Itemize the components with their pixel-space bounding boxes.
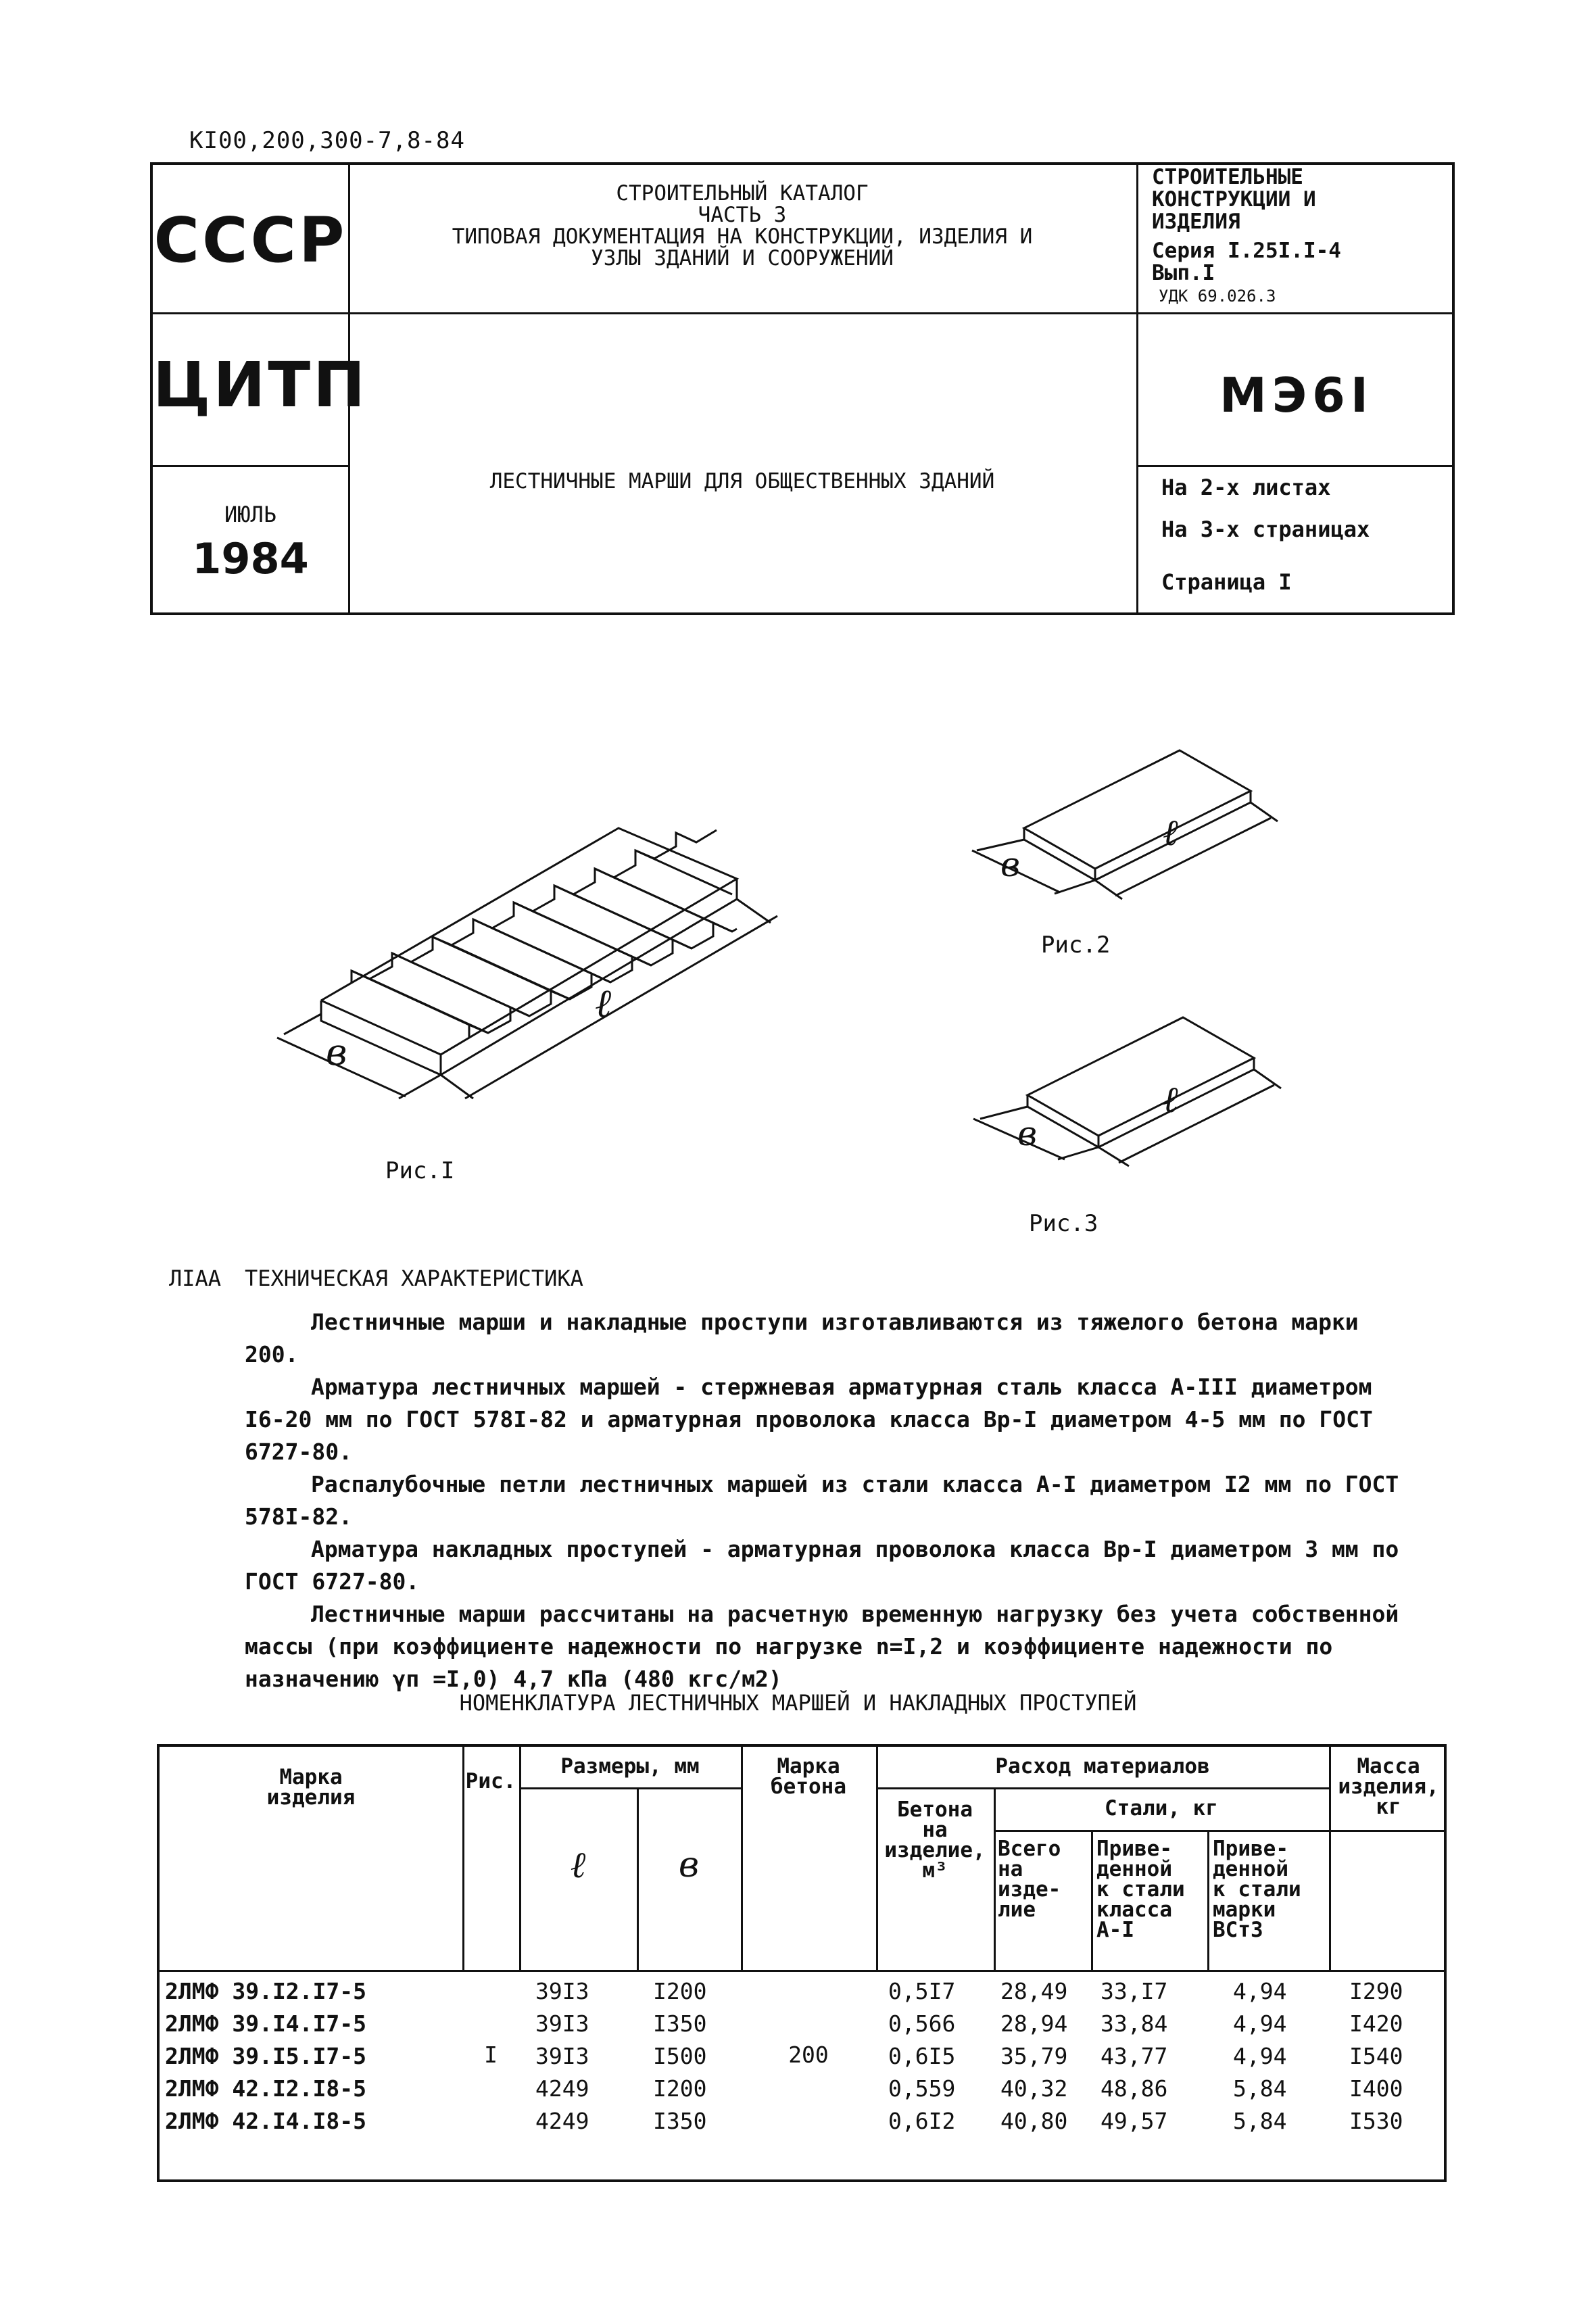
catalog-line: УЗЛЫ ЗДАНИЙ И СООРУЖЕНИЙ (591, 246, 894, 270)
series-line: ИЗДЕЛИЯ (1152, 210, 1240, 234)
series-line: Серия I.25I.I-4 (1152, 239, 1341, 263)
cell-mass: I420 (1349, 2010, 1403, 2037)
section-code: ЛIАА (169, 1265, 222, 1291)
header-text: Всего (998, 1837, 1061, 1861)
udk-label: УДК 69.026.3 (1159, 287, 1276, 306)
header-text: изделие, (884, 1838, 986, 1862)
header-text: Марка (279, 1765, 343, 1789)
header-steel-vst3 (1213, 1839, 1301, 1940)
header-text: м³ (922, 1858, 948, 1883)
cell-b: I200 (653, 2075, 707, 2102)
cell-mass: I540 (1349, 2043, 1403, 2069)
header-fig: Рис. (465, 1769, 516, 1793)
cell-b: I350 (653, 2108, 707, 2134)
page-number-label: Страница I (1161, 569, 1292, 595)
cell-mark: 2ЛМФ 39.I2.I7-5 (165, 1978, 367, 2004)
cell-steel-a1: 48,86 (1101, 2075, 1168, 2102)
header-text: бетона (771, 1775, 846, 1799)
header-concrete-grade (741, 1756, 876, 1797)
header-text: марки (1213, 1898, 1276, 1922)
series-line: СТРОИТЕЛЬНЫЕ (1152, 165, 1303, 189)
cell-concrete: 0,6I5 (888, 2043, 956, 2069)
header-text: денной (1096, 1857, 1172, 1881)
month-label: ИЮЛЬ (224, 502, 277, 527)
cell-concrete: 0,6I2 (888, 2108, 956, 2134)
cell-mark: 2ЛМФ 42.I4.I8-5 (165, 2108, 367, 2134)
cell-mass: I530 (1349, 2108, 1403, 2134)
cell-concrete: 0,5I7 (888, 1978, 956, 2004)
cell-mark: 2ЛМФ 39.I4.I7-5 (165, 2010, 367, 2037)
cell-steel-a1: 33,I7 (1101, 1978, 1168, 2004)
header-text: Марка (777, 1754, 840, 1779)
dim-label-l: ℓ (1163, 811, 1178, 854)
cell-steel-total: 40,80 (1000, 2108, 1068, 2134)
cell-l: 39I3 (535, 2043, 589, 2069)
header-steel-a1 (1096, 1839, 1185, 1940)
cell-steel-vst3: 5,84 (1233, 2075, 1287, 2102)
dim-label-l: ℓ (595, 980, 612, 1026)
paragraph: Распалубочные петли лестничных маршей из стали класса А-I диаметром I2 мм по ГОСТ 578I-82. (245, 1471, 1399, 1530)
cell-steel-total: 40,32 (1000, 2075, 1068, 2102)
org-ussr: СССР (153, 204, 347, 276)
dim-label-b: в (1017, 1114, 1038, 1153)
header-text: кг (1376, 1795, 1401, 1819)
header-mass (1331, 1756, 1446, 1817)
paragraph: Арматура накладных проступей - арматурная проволока класса Вр-I диаметром 3 мм по ГОСТ 6727-80. (245, 1536, 1399, 1595)
header-b: в (678, 1845, 700, 1885)
cell-l: 4249 (535, 2075, 589, 2102)
header-text: Бетона (897, 1798, 973, 1822)
cell-steel-vst3: 5,84 (1233, 2108, 1287, 2134)
header-text: Приве- (1096, 1837, 1172, 1861)
header-l: ℓ (570, 1843, 586, 1886)
header-text: к стали (1213, 1877, 1301, 1902)
cell-b: I350 (653, 2010, 707, 2037)
document-mark-code: МЭ6I (1219, 368, 1374, 423)
dim-label-b: в (326, 1031, 347, 1073)
header-text: изде- (998, 1877, 1061, 1902)
cell-steel-total: 28,94 (1000, 2010, 1068, 2037)
cell-steel-vst3: 4,94 (1233, 2010, 1287, 2037)
cell-steel-vst3: 4,94 (1233, 1978, 1287, 2004)
cell-concrete: 0,566 (888, 2010, 956, 2037)
pages-label: На 3-х страницах (1161, 516, 1370, 542)
header-sizes: Размеры, мм (560, 1754, 700, 1779)
cell-mass: I290 (1349, 1978, 1403, 2004)
cell-concrete: 0,559 (888, 2075, 956, 2102)
series-line: Вып.I (1152, 261, 1215, 285)
cell-mark: 2ЛМФ 42.I2.I8-5 (165, 2075, 367, 2102)
cell-l: 39I3 (535, 2010, 589, 2037)
cell-b: I500 (653, 2043, 707, 2069)
header-text: Масса (1357, 1754, 1420, 1779)
catalog-line: ЧАСТЬ 3 (698, 203, 787, 227)
cell-b: I200 (653, 1978, 707, 2004)
table-title: НОМЕНКЛАТУРА ЛЕСТНИЧНЫХ МАРШЕЙ И НАКЛАДНЫХ ПРОСТУПЕЙ (459, 1690, 1137, 1716)
header-text: изделия, (1338, 1775, 1439, 1799)
figure-caption-1: Рис.I (385, 1157, 455, 1184)
paragraph: Лестничные марши и накладные проступи изготавливаются из тяжелого бетона марки 200. (245, 1309, 1359, 1368)
cell-steel-total: 28,49 (1000, 1978, 1068, 2004)
section-title: ТЕХНИЧЕСКАЯ ХАРАКТЕРИСТИКА (245, 1265, 583, 1291)
cell-steel-vst3: 4,94 (1233, 2043, 1287, 2069)
series-line: КОНСТРУКЦИИ И (1152, 187, 1316, 212)
dim-label-l: ℓ (1163, 1078, 1178, 1121)
paragraph: Лестничные марши рассчитаны на расчетную временную нагрузку без учета собственной массы (при коэффициенте надежности по нагрузке n=I,2 и коэффициенте надежности по назначению γп =I,0) 4,7 кПа (480 кгс/м2) (245, 1601, 1399, 1692)
header-text: лие (998, 1898, 1036, 1922)
technical-description (245, 1306, 1407, 1695)
year-label: 1984 (192, 534, 309, 583)
header-text: на (998, 1857, 1023, 1881)
header-text: Приве- (1213, 1837, 1288, 1861)
stair-flight-drawing (277, 828, 777, 1099)
header-text: класса (1096, 1898, 1172, 1922)
header-consumption: Расход материалов (995, 1754, 1210, 1779)
cell-mass: I400 (1349, 2075, 1403, 2102)
figure-caption-2: Рис.2 (1041, 932, 1111, 959)
org-citp: ЦИТП (153, 349, 368, 421)
header-text: на (922, 1818, 948, 1842)
cell-mark: 2ЛМФ 39.I5.I7-5 (165, 2043, 367, 2069)
cell-fig: I (484, 2042, 498, 2068)
document-code: КI00,200,300-7,8-84 (189, 127, 465, 154)
header-concrete (876, 1800, 994, 1881)
header-steel: Стали, кг (1105, 1796, 1218, 1820)
cell-steel-a1: 43,77 (1101, 2043, 1168, 2069)
cell-grade: 200 (788, 2042, 829, 2068)
header-mark (160, 1767, 462, 1808)
sheets-label: На 2-х листах (1161, 475, 1331, 500)
figure-caption-3: Рис.3 (1029, 1210, 1098, 1237)
header-text: А-I (1096, 1918, 1134, 1942)
header-text: к стали (1096, 1877, 1185, 1902)
header-text: изделия (266, 1785, 356, 1810)
header-text: денной (1213, 1857, 1288, 1881)
nomenclature-table (157, 1744, 1447, 2182)
cell-l: 39I3 (535, 1978, 589, 2004)
cell-l: 4249 (535, 2108, 589, 2134)
cell-steel-a1: 49,57 (1101, 2108, 1168, 2134)
document-title: ЛЕСТНИЧНЫЕ МАРШИ ДЛЯ ОБЩЕСТВЕННЫХ ЗДАНИЙ (489, 469, 995, 493)
catalog-line: ТИПОВАЯ ДОКУМЕНТАЦИЯ НА КОНСТРУКЦИИ, ИЗДЕЛИЯ И (452, 224, 1033, 249)
header-steel-total (998, 1839, 1061, 1920)
dim-label-b: в (1000, 845, 1021, 884)
cell-steel-a1: 33,84 (1101, 2010, 1168, 2037)
cell-steel-total: 35,79 (1000, 2043, 1068, 2069)
paragraph: Арматура лестничных маршей - стержневая арматурная сталь класса А-III диаметром I6-20 мм по ГОСТ 578I-82 и арматурная проволока класса Вр-I диаметром 4-5 мм по ГОСТ 6727-80. (245, 1374, 1373, 1465)
header-text: ВСт3 (1213, 1918, 1263, 1942)
catalog-line: СТРОИТЕЛЬНЫЙ КАТАЛОГ (616, 181, 869, 206)
